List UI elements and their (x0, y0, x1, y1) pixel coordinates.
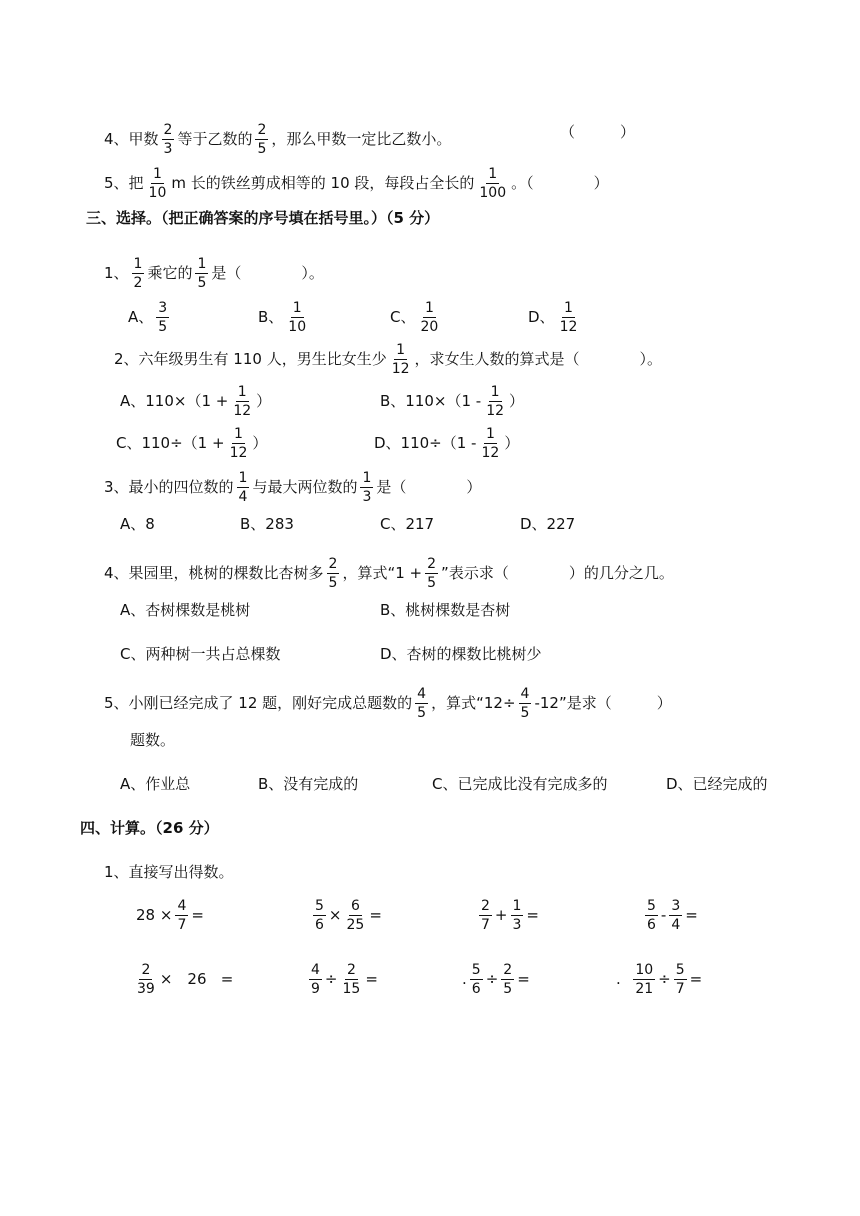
section-title: 四、计算。（26 分） (80, 819, 219, 837)
calc-item: . $\frac{5}{6}$ ÷ $\frac{2}{5}$ = (462, 962, 530, 997)
option-a[interactable]: A、作业总 (120, 775, 191, 793)
option-b[interactable]: B、没有完成的 (258, 775, 359, 793)
option-a[interactable]: A、8 (120, 515, 155, 533)
fraction: $\frac{1}{4}$ (238, 470, 248, 505)
calc-item: $\frac{2}{7}$ + $\frac{1}{3}$ = (481, 898, 539, 933)
choice-q5-cont: 题数。 (130, 731, 176, 749)
option-a[interactable]: A、 $\frac{3}{5}$ (128, 300, 168, 335)
fraction: $\frac{1}{10}$ (148, 166, 167, 201)
option-c[interactable]: C、110÷（1 + $\frac{1}{12}$ ） (116, 426, 268, 461)
option-d[interactable]: D、杏树的棵数比桃树少 (380, 645, 542, 663)
choice-q1: 1、 $\frac{1}{2}$ 乘它的 $\frac{1}{5}$ 是（ ）。 (104, 256, 324, 291)
fraction: $\frac{2}{5}$ (257, 122, 267, 157)
option-b[interactable]: B、283 (240, 515, 294, 533)
fraction: $\frac{2}{3}$ (163, 122, 173, 157)
answer-paren[interactable]: （ ） (560, 123, 636, 141)
judge-q4: 4、甲数 $\frac{2}{3}$ 等于乙数的 $\frac{2}{5}$ ，那么甲数一定比乙数小。 (104, 122, 452, 157)
choice-q3: 3、最小的四位数的 $\frac{1}{4}$ 与最大两位数的 $\frac{1}{3}$ 是（ ） (104, 470, 482, 505)
calc-item: $\frac{4}{9}$ ÷ $\frac{2}{15}$ = (311, 962, 378, 997)
calc-item: $\frac{5}{6}$ × $\frac{6}{25}$ = (315, 898, 382, 933)
calc-item: 28 × $\frac{4}{7}$ = (136, 898, 204, 933)
fraction: $\frac{4}{5}$ (520, 686, 530, 721)
fraction: $\frac{1}{12}$ (391, 342, 410, 377)
option-a[interactable]: A、杏树棵数是桃树 (120, 601, 251, 619)
calc-q1: 1、直接写出得数。 (104, 863, 234, 881)
option-d[interactable]: D、已经完成的 (666, 775, 768, 793)
option-b[interactable]: B、110×（1 - $\frac{1}{12}$ ） (380, 384, 525, 419)
option-d[interactable]: D、227 (520, 515, 576, 533)
choice-q5: 5、小刚已经完成了 12 题，刚好完成总题数的 $\frac{4}{5}$ ，算式“12÷ $\frac{4}{5}$ -12”是求（ ） (104, 686, 672, 721)
option-d[interactable]: D、110÷（1 - $\frac{1}{12}$ ） (374, 426, 520, 461)
choice-q2: 2、六年级男生有 110 人，男生比女生少 $\frac{1}{12}$ ，求女生人数的算式是（ ）。 (114, 342, 663, 377)
fraction: $\frac{2}{5}$ (427, 556, 437, 591)
judge-q5: 5、把 $\frac{1}{10}$ m 长的铁丝剪成相等的 10 段，每段占全长的 $\frac{1}{100}$ 。（ ） (104, 166, 609, 201)
option-b[interactable]: B、 $\frac{1}{10}$ (258, 300, 307, 335)
choice-q4: 4、果园里，桃树的棵数比杏树多 $\frac{2}{5}$ ，算式“1 + $\frac{2}{5}$ ”表示求（ ）的几分之几。 (104, 556, 674, 591)
calc-item: $\frac{5}{6}$ - $\frac{3}{4}$ = (647, 898, 698, 933)
fraction: $\frac{1}{3}$ (362, 470, 372, 505)
option-b[interactable]: B、桃树棵数是杏树 (380, 601, 511, 619)
calc-item: $\frac{2}{39}$ × 26 = (137, 962, 234, 997)
option-c[interactable]: C、217 (380, 515, 435, 533)
option-c[interactable]: C、已完成比没有完成多的 (432, 775, 608, 793)
fraction: $\frac{4}{5}$ (417, 686, 427, 721)
option-a[interactable]: A、110×（1 + $\frac{1}{12}$ ） (120, 384, 272, 419)
option-c[interactable]: C、 $\frac{1}{20}$ (390, 300, 439, 335)
fraction: $\frac{2}{5}$ (328, 556, 338, 591)
section-title: 三、选择。（把正确答案的序号填在括号里。）（5 分） (86, 209, 440, 227)
fraction: $\frac{1}{100}$ (479, 166, 507, 201)
calc-item: . $\frac{10}{21}$ ÷ $\frac{5}{7}$ = (616, 962, 703, 997)
fraction: $\frac{1}{2}$ (133, 256, 143, 291)
option-d[interactable]: D、 $\frac{1}{12}$ (528, 300, 578, 335)
option-c[interactable]: C、两种树一共占总棵数 (120, 645, 281, 663)
fraction: $\frac{1}{5}$ (197, 256, 207, 291)
